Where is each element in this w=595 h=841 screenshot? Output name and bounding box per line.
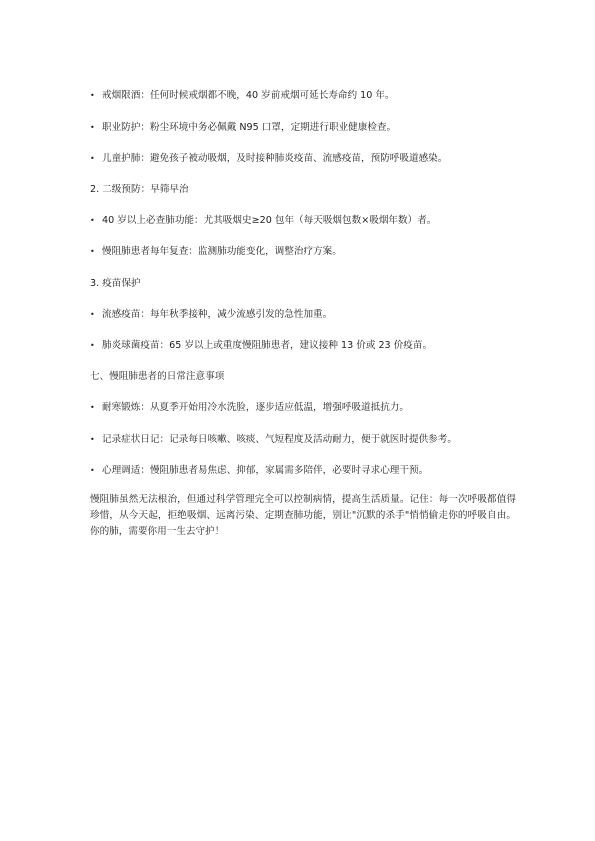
list-item xyxy=(90,339,432,352)
list-item-text: 肺炎球菌疫苗：65 岁以上或重度慢阻肺患者，建议接种 13 价或 23 价疫苗。 xyxy=(102,340,433,351)
list-item-text: 流感疫苗：每年秋季接种，减少流感引发的急性加重。 xyxy=(102,309,333,320)
bullet-icon: • xyxy=(90,154,95,163)
list-item xyxy=(90,121,396,134)
list-item xyxy=(90,152,447,165)
list-item xyxy=(90,401,409,414)
list-item xyxy=(90,214,436,227)
conclusion-paragraph: 慢阻肺虽然无法根治，但通过科学管理完全可以控制病情，提高生活质量。记住：每一次呼吸都值得珍惜，从今天起，拒绝吸烟、远离污染、定期查肺功能，别让"沉默的杀手"悄悄偷走你的呼吸自由。你的肺，需要你用一生去守护！ xyxy=(90,494,516,537)
list-item-text: 40 岁以上必查肺功能：尤其吸烟史≥20 包年（每天吸烟包数×吸烟年数）者。 xyxy=(102,215,437,226)
bullet-icon: • xyxy=(90,123,95,132)
list-item xyxy=(90,89,395,102)
bullet-icon: • xyxy=(90,91,95,100)
bullet-icon: • xyxy=(90,403,95,412)
list-item-text: 职业防护：粉尘环境中务必佩戴 N95 口罩，定期进行职业健康检查。 xyxy=(102,122,397,133)
bullet-icon: • xyxy=(90,341,95,350)
section-heading: 2. 二级预防：早筛早治 xyxy=(90,184,189,195)
list-item-text: 耐寒锻炼：从夏季开始用冷水洗脸，逐步适应低温，增强呼吸道抵抗力。 xyxy=(102,402,409,413)
list-item-text: 慢阻肺患者每年复查：监测肺功能变化，调整治疗方案。 xyxy=(102,246,342,257)
bullet-icon: • xyxy=(90,216,95,225)
bullet-icon: • xyxy=(90,310,95,319)
list-item xyxy=(90,433,457,446)
bullet-icon: • xyxy=(90,466,95,475)
list-item-text: 儿童护肺：避免孩子被动吸烟，及时接种肺炎疫苗、流感疫苗，预防呼吸道感染。 xyxy=(102,153,448,164)
list-item-text: 心理调适：慢阻肺患者易焦虑、抑郁，家属需多陪伴，必要时寻求心理干预。 xyxy=(102,465,429,476)
list-item-text: 记录症状日记：记录每日咳嗽、咳痰、气短程度及活动耐力，便于就医时提供参考。 xyxy=(102,434,457,445)
section-heading: 3. 疫苗保护 xyxy=(90,278,141,289)
list-item xyxy=(90,464,428,477)
bullet-icon: • xyxy=(90,435,95,444)
list-item xyxy=(90,245,342,258)
bullet-icon: • xyxy=(90,247,95,256)
list-item-text: 戒烟限酒：任何时候戒烟都不晚，40 岁前戒烟可延长寿命约 10 年。 xyxy=(102,90,395,101)
chapter-heading: 七、慢阻肺患者的日常注意事项 xyxy=(90,371,225,382)
list-item xyxy=(90,308,332,321)
